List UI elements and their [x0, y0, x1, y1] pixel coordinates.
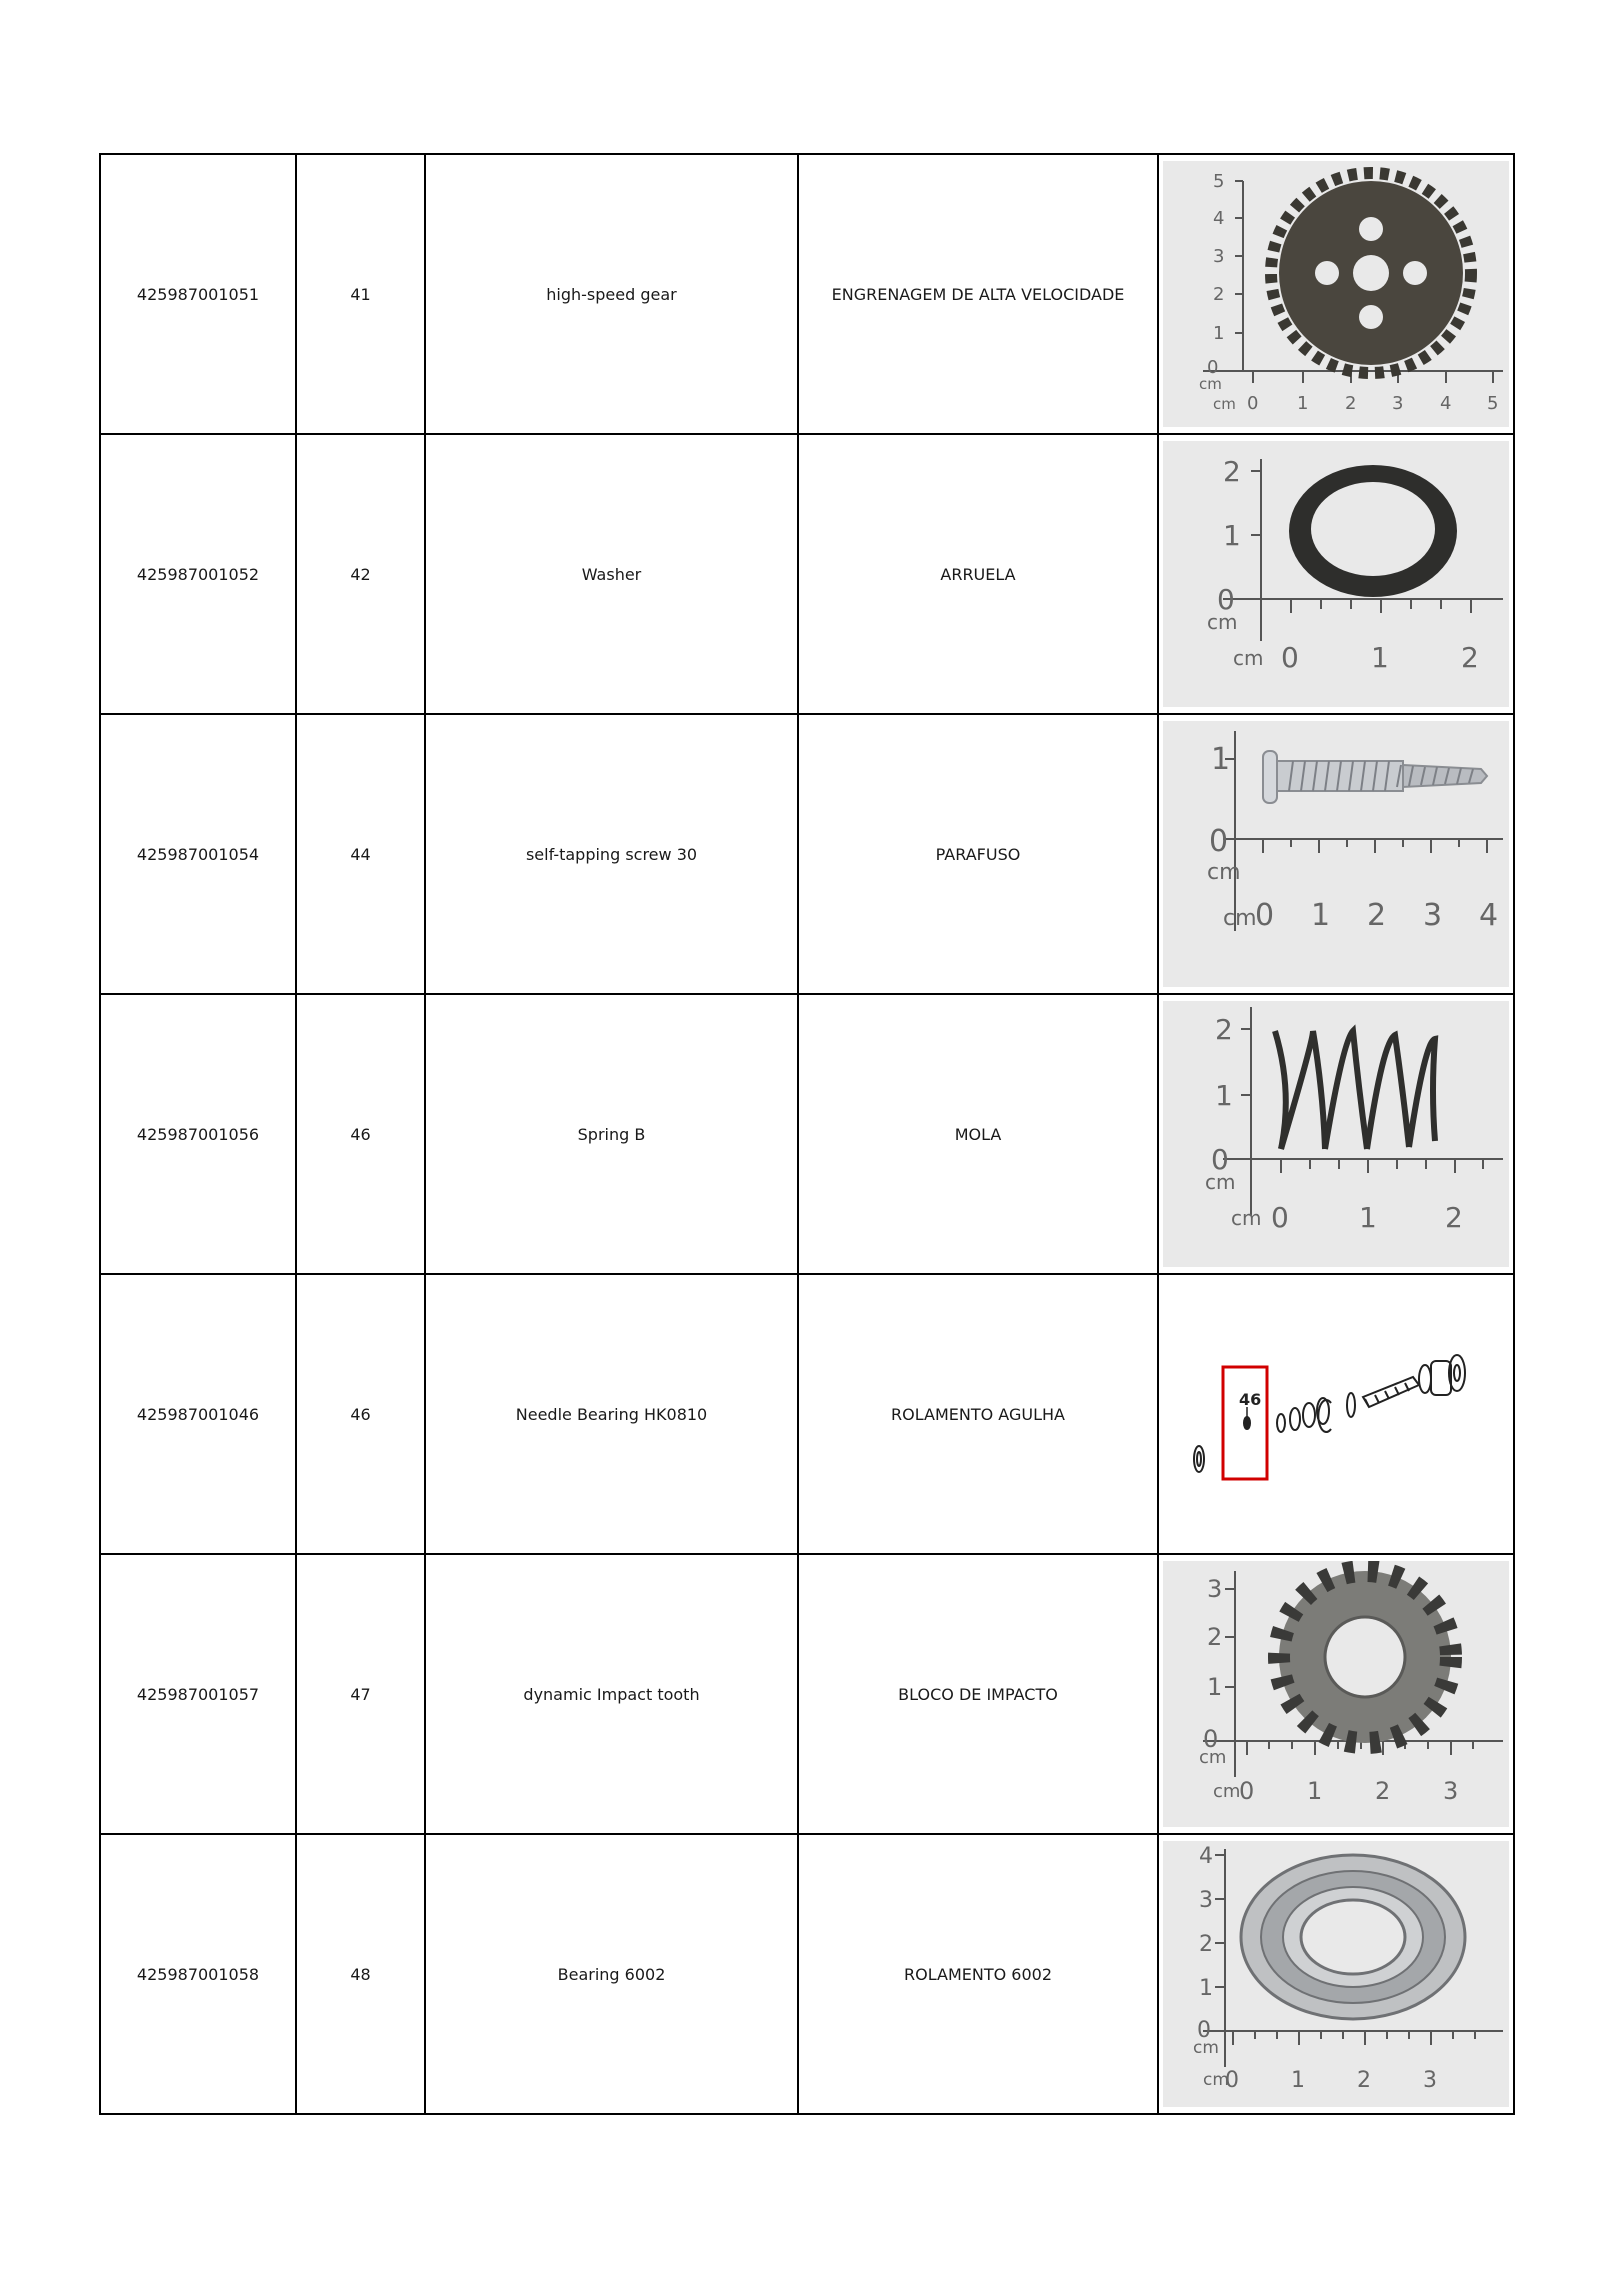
part-code: 425987001052 [100, 434, 296, 714]
scale-unit: cm [1223, 906, 1257, 931]
part-name-en: high-speed gear [425, 154, 798, 434]
scale-x-label: 2 [1345, 393, 1357, 414]
part-name-pt: PARAFUSO [798, 714, 1158, 994]
bearing-photo [1163, 1841, 1509, 2107]
scale-y-label: 5 [1213, 171, 1225, 192]
gear-photo [1163, 161, 1509, 427]
impact-block-photo [1163, 1561, 1509, 1827]
position-number: 46 [296, 994, 425, 1274]
scale-x-label: 1 [1359, 1201, 1377, 1234]
scale-y-label: 2 [1215, 1013, 1233, 1046]
parts-table [99, 153, 1515, 2115]
part-code: 425987001046 [100, 1274, 296, 1554]
scale-x-label: 2 [1375, 1777, 1391, 1805]
position-number: 41 [296, 154, 425, 434]
scale-x-label: 3 [1392, 393, 1404, 414]
scale-y-label: 0 [1217, 583, 1235, 616]
table-row [100, 1554, 1514, 1834]
scale-y-label: 3 [1213, 246, 1225, 267]
scale-x-label: 2 [1461, 641, 1479, 674]
scale-x-label: 2 [1357, 2068, 1371, 2093]
position-number: 44 [296, 714, 425, 994]
table-row [100, 154, 1514, 434]
scale-unit: cm [1205, 1170, 1236, 1194]
position-number: 47 [296, 1554, 425, 1834]
part-name-pt: BLOCO DE IMPACTO [798, 1554, 1158, 1834]
part-name-pt: ENGRENAGEM DE ALTA VELOCIDADE [798, 154, 1158, 434]
scale-y-label: 1 [1213, 323, 1225, 344]
table-row [100, 434, 1514, 714]
scale-y-label: 2 [1223, 455, 1241, 488]
scale-y-label: 1 [1207, 1673, 1223, 1701]
part-code: 425987001054 [100, 714, 296, 994]
scale-y-label: 2 [1199, 1932, 1213, 1957]
scale-y-label: 0 [1197, 2018, 1211, 2043]
scale-x-label: 0 [1225, 2068, 1239, 2093]
impact-block-icon [1279, 1571, 1451, 1743]
scale-y-label: 2 [1207, 1623, 1223, 1651]
part-image-cell [1158, 714, 1514, 994]
scale-y-label: 4 [1199, 1844, 1213, 1869]
washer-icon [1289, 465, 1457, 597]
scale-x-label: 2 [1367, 898, 1387, 933]
exploded-diagram [1163, 1281, 1509, 1547]
part-code: 425987001058 [100, 1834, 296, 2114]
washer-photo [1163, 441, 1509, 707]
scale-unit: cm [1199, 1747, 1227, 1768]
part-image-cell [1158, 434, 1514, 714]
part-name-en: Bearing 6002 [425, 1834, 798, 2114]
scale-x-label: 0 [1247, 393, 1259, 414]
scale-y-label: 1 [1211, 742, 1231, 777]
scale-x-label: 4 [1440, 393, 1452, 414]
callout-number: 46 [1239, 1390, 1262, 1409]
part-image-cell [1158, 154, 1514, 434]
scale-x-label: 3 [1443, 1777, 1459, 1805]
spring-photo [1163, 1001, 1509, 1267]
scale-y-label: 3 [1199, 1888, 1213, 1913]
scale-y-label: 0 [1209, 824, 1229, 859]
position-number: 42 [296, 434, 425, 714]
part-name-en: Spring B [425, 994, 798, 1274]
part-image-cell [1158, 994, 1514, 1274]
scale-x-label: 3 [1423, 2068, 1437, 2093]
scale-unit: cm [1213, 1781, 1241, 1802]
scale-x-label: 0 [1239, 1777, 1255, 1805]
scale-y-label: 0 [1207, 357, 1219, 378]
position-number: 46 [296, 1274, 425, 1554]
scale-y-label: 1 [1199, 1976, 1213, 2001]
scale-y-label: 1 [1223, 519, 1241, 552]
scale-x-label: 0 [1271, 1201, 1289, 1234]
scale-y-label: 4 [1213, 208, 1225, 229]
part-name-pt: ARRUELA [798, 434, 1158, 714]
part-code: 425987001051 [100, 154, 296, 434]
scale-unit: cm [1231, 1206, 1262, 1230]
table-row [100, 994, 1514, 1274]
scale-unit: cm [1193, 2038, 1219, 2058]
scale-x-label: 2 [1445, 1201, 1463, 1234]
part-name-pt: MOLA [798, 994, 1158, 1274]
scale-x-label: 0 [1255, 898, 1275, 933]
part-name-en: dynamic Impact tooth [425, 1554, 798, 1834]
position-number: 48 [296, 1834, 425, 2114]
part-name-pt: ROLAMENTO 6002 [798, 1834, 1158, 2114]
scale-y-label: 0 [1211, 1143, 1229, 1176]
part-code: 425987001057 [100, 1554, 296, 1834]
scale-x-label: 1 [1311, 898, 1331, 933]
scale-unit: cm [1207, 610, 1238, 634]
scale-unit: cm [1207, 860, 1241, 885]
scale-x-label: 1 [1291, 2068, 1305, 2093]
table-row [100, 1274, 1514, 1554]
scale-unit: cm [1203, 2070, 1229, 2090]
scale-y-label: 3 [1207, 1575, 1223, 1603]
part-name-en: Washer [425, 434, 798, 714]
scale-x-label: 1 [1371, 641, 1389, 674]
scale-unit: cm [1199, 375, 1222, 393]
scale-x-label: 0 [1281, 641, 1299, 674]
scale-x-label: 1 [1297, 393, 1309, 414]
bearing-icon [1241, 1855, 1465, 2019]
scale-x-label: 5 [1487, 393, 1499, 414]
part-image-cell [1158, 1274, 1514, 1554]
scale-y-label: 0 [1203, 1725, 1219, 1753]
scale-y-label: 2 [1213, 284, 1225, 305]
scale-unit: cm [1233, 646, 1264, 670]
part-image-cell [1158, 1554, 1514, 1834]
screw-photo [1163, 721, 1509, 987]
scale-x-label: 4 [1479, 898, 1499, 933]
part-name-en: Needle Bearing HK0810 [425, 1274, 798, 1554]
scale-unit: cm [1213, 395, 1236, 413]
table-row [100, 714, 1514, 994]
part-name-pt: ROLAMENTO AGULHA [798, 1274, 1158, 1554]
scale-x-label: 1 [1307, 1777, 1323, 1805]
part-name-en: self-tapping screw 30 [425, 714, 798, 994]
scale-x-label: 3 [1423, 898, 1443, 933]
scale-y-label: 1 [1215, 1079, 1233, 1112]
part-code: 425987001056 [100, 994, 296, 1274]
part-image-cell [1158, 1834, 1514, 2114]
table-row [100, 1834, 1514, 2114]
